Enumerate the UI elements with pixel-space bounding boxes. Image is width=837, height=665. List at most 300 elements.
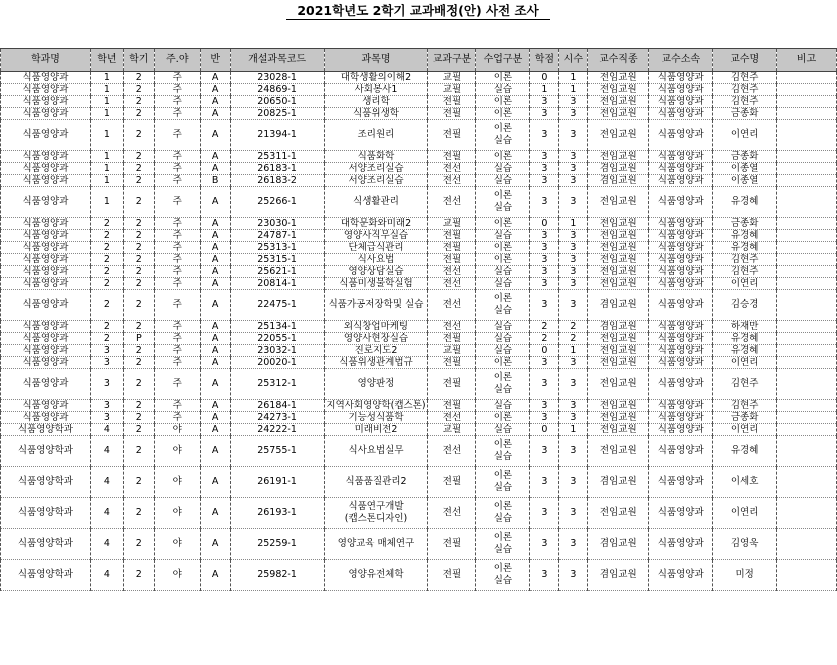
table-cell[interactable]: 식품영양과 — [649, 412, 713, 424]
table-cell[interactable]: 3 — [530, 357, 559, 369]
table-cell[interactable]: 겸임교원 — [588, 163, 649, 175]
table-cell[interactable]: 이론 실습 — [476, 560, 530, 591]
table-cell[interactable]: 3 — [530, 400, 559, 412]
table-cell[interactable]: 외식창업마케팅 — [324, 321, 428, 333]
table-cell[interactable]: 식품영양과 — [649, 400, 713, 412]
table-cell[interactable]: 25134-1 — [230, 321, 324, 333]
table-cell[interactable]: 겸임교원 — [588, 321, 649, 333]
table-cell[interactable]: 주 — [154, 230, 200, 242]
table-cell[interactable]: 전선 — [428, 278, 476, 290]
table-cell[interactable]: 전임교원 — [588, 96, 649, 108]
table-cell[interactable]: 3 — [559, 412, 588, 424]
table-cell[interactable]: 3 — [559, 96, 588, 108]
table-cell[interactable]: 전필 — [428, 333, 476, 345]
table-cell[interactable]: 전필 — [428, 369, 476, 400]
table-cell[interactable]: 식품영양과 — [1, 96, 91, 108]
table-cell[interactable]: 3 — [530, 498, 559, 529]
table-cell[interactable]: A — [200, 278, 230, 290]
table-cell[interactable]: 이론 — [476, 151, 530, 163]
table-cell[interactable]: 3 — [559, 230, 588, 242]
table-cell[interactable]: 전임교원 — [588, 333, 649, 345]
table-cell[interactable]: 주 — [154, 242, 200, 254]
table-cell[interactable]: 1 — [559, 345, 588, 357]
col-header[interactable]: 수업구분 — [476, 49, 530, 72]
table-cell[interactable]: 전필 — [428, 529, 476, 560]
table-cell[interactable]: A — [200, 424, 230, 436]
table-cell[interactable]: 식품영양과 — [649, 218, 713, 230]
table-cell[interactable]: 3 — [530, 560, 559, 591]
table-cell[interactable]: 식품영양과 — [649, 498, 713, 529]
table-cell[interactable]: 전임교원 — [588, 424, 649, 436]
table-cell[interactable] — [777, 321, 837, 333]
table-cell[interactable]: 2 — [123, 529, 154, 560]
table-cell[interactable]: 식품영양과 — [1, 151, 91, 163]
table-cell[interactable]: 이론 실습 — [476, 529, 530, 560]
table-cell[interactable]: 2 — [90, 290, 123, 321]
table-cell[interactable]: 교필 — [428, 345, 476, 357]
table-cell[interactable]: A — [200, 242, 230, 254]
table-cell[interactable]: 유경혜 — [713, 242, 777, 254]
table-cell[interactable]: 1 — [559, 424, 588, 436]
table-cell[interactable]: 2 — [90, 218, 123, 230]
table-cell[interactable]: 0 — [530, 424, 559, 436]
table-cell[interactable] — [777, 163, 837, 175]
table-cell[interactable]: 전필 — [428, 96, 476, 108]
table-cell[interactable]: 겸임교원 — [588, 560, 649, 591]
table-cell[interactable]: 생리학 — [324, 96, 428, 108]
table-cell[interactable]: 이종열 — [713, 163, 777, 175]
table-cell[interactable]: 식품영양학과 — [1, 529, 91, 560]
table-cell[interactable]: 식사요법실무 — [324, 436, 428, 467]
table-cell[interactable]: 야 — [154, 498, 200, 529]
table-cell[interactable]: 3 — [559, 290, 588, 321]
table-cell[interactable]: 영양판정 — [324, 369, 428, 400]
table-cell[interactable]: 전임교원 — [588, 412, 649, 424]
table-cell[interactable]: 진로지도2 — [324, 345, 428, 357]
table-cell[interactable]: 전선 — [428, 412, 476, 424]
table-cell[interactable]: 1 — [559, 218, 588, 230]
table-cell[interactable]: 25315-1 — [230, 254, 324, 266]
table-cell[interactable] — [777, 120, 837, 151]
table-cell[interactable]: 식품영양과 — [649, 467, 713, 498]
table-cell[interactable]: 단체급식관리 — [324, 242, 428, 254]
table-cell[interactable]: 2 — [123, 266, 154, 278]
table-cell[interactable]: 3 — [559, 278, 588, 290]
table-cell[interactable]: 2 — [123, 369, 154, 400]
table-cell[interactable]: 식품영양학과 — [1, 498, 91, 529]
table-cell[interactable]: A — [200, 290, 230, 321]
table-cell[interactable]: A — [200, 230, 230, 242]
table-cell[interactable]: 식품영양과 — [1, 369, 91, 400]
table-cell[interactable]: 3 — [530, 369, 559, 400]
table-cell[interactable]: 이론 실습 — [476, 120, 530, 151]
table-cell[interactable]: 식품영양과 — [1, 230, 91, 242]
table-cell[interactable]: 전임교원 — [588, 345, 649, 357]
table-cell[interactable]: 식품영양과 — [1, 333, 91, 345]
table-cell[interactable]: A — [200, 163, 230, 175]
table-cell[interactable]: 식품영양학과 — [1, 424, 91, 436]
table-cell[interactable]: 식품화학 — [324, 151, 428, 163]
table-cell[interactable]: 26183-2 — [230, 175, 324, 187]
table-cell[interactable]: 2 — [123, 108, 154, 120]
table-cell[interactable]: 주 — [154, 108, 200, 120]
table-cell[interactable]: 전필 — [428, 357, 476, 369]
table-cell[interactable]: 22475-1 — [230, 290, 324, 321]
table-cell[interactable]: A — [200, 369, 230, 400]
table-cell[interactable]: 전임교원 — [588, 218, 649, 230]
table-cell[interactable]: A — [200, 498, 230, 529]
table-cell[interactable]: 전필 — [428, 560, 476, 591]
table-cell[interactable]: 전임교원 — [588, 187, 649, 218]
col-header[interactable]: 교수소속 — [649, 49, 713, 72]
table-cell[interactable]: 식품영양과 — [649, 108, 713, 120]
table-cell[interactable]: 이론 실습 — [476, 467, 530, 498]
table-cell[interactable]: A — [200, 218, 230, 230]
table-cell[interactable]: 3 — [559, 369, 588, 400]
table-cell[interactable]: 유경혜 — [713, 230, 777, 242]
table-cell[interactable]: 3 — [559, 163, 588, 175]
table-cell[interactable]: 주 — [154, 357, 200, 369]
table-cell[interactable]: 3 — [530, 175, 559, 187]
table-cell[interactable]: 3 — [90, 357, 123, 369]
table-cell[interactable]: 주 — [154, 151, 200, 163]
table-cell[interactable]: 2 — [123, 290, 154, 321]
table-cell[interactable]: 교필 — [428, 84, 476, 96]
table-cell[interactable]: 김현주 — [713, 84, 777, 96]
table-cell[interactable]: 이론 — [476, 254, 530, 266]
table-cell[interactable]: 26191-1 — [230, 467, 324, 498]
table-cell[interactable]: 전임교원 — [588, 369, 649, 400]
table-cell[interactable]: 1 — [90, 151, 123, 163]
table-cell[interactable]: 주 — [154, 96, 200, 108]
table-cell[interactable]: 식품영양과 — [649, 424, 713, 436]
table-cell[interactable]: 유경혜 — [713, 436, 777, 467]
table-cell[interactable]: 식품영양학과 — [1, 467, 91, 498]
table-cell[interactable]: 이론 실습 — [476, 290, 530, 321]
table-cell[interactable]: 25312-1 — [230, 369, 324, 400]
table-cell[interactable] — [777, 369, 837, 400]
table-cell[interactable]: 실습 — [476, 266, 530, 278]
table-cell[interactable]: 실습 — [476, 278, 530, 290]
table-cell[interactable]: 0 — [530, 218, 559, 230]
table-cell[interactable]: 3 — [530, 108, 559, 120]
table-cell[interactable]: 겸임교원 — [588, 529, 649, 560]
table-cell[interactable]: 25313-1 — [230, 242, 324, 254]
table-cell[interactable]: 전임교원 — [588, 357, 649, 369]
table-cell[interactable]: 24869-1 — [230, 84, 324, 96]
table-cell[interactable]: 실습 — [476, 345, 530, 357]
table-cell[interactable]: 금종화 — [713, 412, 777, 424]
table-cell[interactable]: 2 — [90, 254, 123, 266]
table-cell[interactable]: 식품영양과 — [1, 72, 91, 84]
table-cell[interactable]: 이연리 — [713, 424, 777, 436]
table-cell[interactable]: 3 — [559, 400, 588, 412]
table-cell[interactable]: 이론 — [476, 108, 530, 120]
table-cell[interactable]: A — [200, 529, 230, 560]
table-cell[interactable] — [777, 108, 837, 120]
table-cell[interactable]: 전선 — [428, 175, 476, 187]
table-cell[interactable]: 조리원리 — [324, 120, 428, 151]
table-cell[interactable]: 2 — [123, 560, 154, 591]
table-cell[interactable]: 주 — [154, 84, 200, 96]
table-cell[interactable]: 전임교원 — [588, 84, 649, 96]
table-cell[interactable]: 서양조리실습 — [324, 175, 428, 187]
table-cell[interactable]: 식품영양과 — [649, 230, 713, 242]
table-cell[interactable]: 3 — [90, 369, 123, 400]
table-cell[interactable]: 2 — [123, 120, 154, 151]
table-cell[interactable]: 1 — [559, 84, 588, 96]
table-cell[interactable]: 전임교원 — [588, 72, 649, 84]
table-cell[interactable]: 식품영양과 — [649, 369, 713, 400]
table-cell[interactable]: 1 — [90, 96, 123, 108]
table-cell[interactable]: P — [123, 333, 154, 345]
table-cell[interactable]: 2 — [123, 400, 154, 412]
table-cell[interactable] — [777, 84, 837, 96]
table-cell[interactable]: 야 — [154, 529, 200, 560]
table-cell[interactable]: 24787-1 — [230, 230, 324, 242]
table-cell[interactable]: 전필 — [428, 120, 476, 151]
table-cell[interactable]: 대학생활의이해2 — [324, 72, 428, 84]
table-cell[interactable]: 이론 — [476, 357, 530, 369]
table-cell[interactable]: 식품영양과 — [649, 290, 713, 321]
table-cell[interactable]: 이론 — [476, 242, 530, 254]
table-cell[interactable]: 김영욱 — [713, 529, 777, 560]
table-cell[interactable]: 3 — [559, 266, 588, 278]
table-cell[interactable]: 유경혜 — [713, 187, 777, 218]
table-cell[interactable]: 식품영양학과 — [1, 436, 91, 467]
table-cell[interactable]: 식품영양과 — [649, 120, 713, 151]
table-cell[interactable]: 지역사회영양학(캡스톤) — [324, 400, 428, 412]
table-cell[interactable]: A — [200, 108, 230, 120]
table-cell[interactable]: 전필 — [428, 467, 476, 498]
table-cell[interactable] — [777, 529, 837, 560]
table-cell[interactable]: 23028-1 — [230, 72, 324, 84]
table-cell[interactable]: 3 — [559, 175, 588, 187]
table-cell[interactable]: A — [200, 400, 230, 412]
table-cell[interactable] — [777, 187, 837, 218]
table-cell[interactable]: 25982-1 — [230, 560, 324, 591]
table-cell[interactable]: 식품영양과 — [649, 529, 713, 560]
table-cell[interactable]: 21394-1 — [230, 120, 324, 151]
table-cell[interactable]: 전필 — [428, 108, 476, 120]
table-cell[interactable]: A — [200, 560, 230, 591]
table-cell[interactable]: 주 — [154, 72, 200, 84]
table-cell[interactable]: 주 — [154, 120, 200, 151]
table-cell[interactable]: 식품영양과 — [649, 175, 713, 187]
table-cell[interactable]: 식품영양과 — [649, 333, 713, 345]
table-cell[interactable]: 3 — [530, 412, 559, 424]
table-cell[interactable]: 3 — [559, 254, 588, 266]
table-cell[interactable]: 식사요법 — [324, 254, 428, 266]
table-cell[interactable]: 식품영양과 — [649, 72, 713, 84]
table-cell[interactable]: 1 — [90, 120, 123, 151]
table-cell[interactable]: 주 — [154, 400, 200, 412]
table-cell[interactable]: 3 — [530, 230, 559, 242]
table-cell[interactable]: 2 — [123, 278, 154, 290]
table-cell[interactable]: 전필 — [428, 242, 476, 254]
table-cell[interactable]: 2 — [123, 175, 154, 187]
table-cell[interactable]: 미정 — [713, 560, 777, 591]
table-cell[interactable]: A — [200, 72, 230, 84]
table-cell[interactable]: 1 — [559, 72, 588, 84]
table-cell[interactable]: 식품영양과 — [1, 345, 91, 357]
table-cell[interactable]: 이론 실습 — [476, 436, 530, 467]
col-header[interactable]: 과목명 — [324, 49, 428, 72]
table-cell[interactable]: 2 — [90, 321, 123, 333]
table-cell[interactable]: 식품영양과 — [649, 254, 713, 266]
col-header[interactable]: 개설과목코드 — [230, 49, 324, 72]
table-cell[interactable]: 3 — [559, 108, 588, 120]
table-cell[interactable] — [777, 278, 837, 290]
table-cell[interactable] — [777, 254, 837, 266]
table-cell[interactable]: 3 — [559, 529, 588, 560]
table-cell[interactable]: 3 — [559, 120, 588, 151]
table-cell[interactable] — [777, 242, 837, 254]
table-cell[interactable]: 22055-1 — [230, 333, 324, 345]
table-cell[interactable]: 4 — [90, 467, 123, 498]
table-cell[interactable] — [777, 498, 837, 529]
table-cell[interactable]: 식품영양과 — [649, 96, 713, 108]
table-cell[interactable]: 이연리 — [713, 278, 777, 290]
table-cell[interactable]: 식품영양과 — [1, 278, 91, 290]
table-cell[interactable]: 1 — [530, 84, 559, 96]
table-cell[interactable]: 0 — [530, 345, 559, 357]
table-cell[interactable]: 김현주 — [713, 369, 777, 400]
table-cell[interactable]: 식생활관리 — [324, 187, 428, 218]
table-cell[interactable]: 식품영양과 — [649, 84, 713, 96]
table-cell[interactable]: 주 — [154, 266, 200, 278]
table-cell[interactable]: 식품영양과 — [1, 254, 91, 266]
table-cell[interactable] — [777, 424, 837, 436]
table-cell[interactable]: A — [200, 96, 230, 108]
table-cell[interactable]: 대학문화와미래2 — [324, 218, 428, 230]
table-cell[interactable]: 20020-1 — [230, 357, 324, 369]
table-cell[interactable]: 전임교원 — [588, 242, 649, 254]
table-cell[interactable]: 영양사현장실습 — [324, 333, 428, 345]
table-cell[interactable]: 식품위생학 — [324, 108, 428, 120]
table-cell[interactable]: 1 — [90, 175, 123, 187]
table-cell[interactable]: 식품위생관계법규 — [324, 357, 428, 369]
table-cell[interactable] — [777, 467, 837, 498]
table-cell[interactable]: 실습 — [476, 163, 530, 175]
table-cell[interactable]: 김현주 — [713, 400, 777, 412]
table-cell[interactable]: 26193-1 — [230, 498, 324, 529]
table-cell[interactable]: 식품영양과 — [1, 242, 91, 254]
table-cell[interactable]: 야 — [154, 436, 200, 467]
table-cell[interactable]: 교필 — [428, 218, 476, 230]
table-cell[interactable] — [777, 560, 837, 591]
table-cell[interactable]: 식품영양과 — [1, 187, 91, 218]
table-cell[interactable]: 식품영양과 — [1, 290, 91, 321]
table-cell[interactable]: 3 — [559, 467, 588, 498]
table-cell[interactable]: 2 — [123, 345, 154, 357]
table-cell[interactable]: 식품영양과 — [1, 400, 91, 412]
table-cell[interactable]: A — [200, 345, 230, 357]
table-cell[interactable]: 3 — [559, 560, 588, 591]
table-cell[interactable]: 겸임교원 — [588, 290, 649, 321]
table-cell[interactable]: 3 — [530, 436, 559, 467]
table-cell[interactable]: 20814-1 — [230, 278, 324, 290]
table-cell[interactable]: 전임교원 — [588, 400, 649, 412]
table-cell[interactable]: 전임교원 — [588, 151, 649, 163]
table-cell[interactable]: 주 — [154, 290, 200, 321]
table-cell[interactable]: A — [200, 187, 230, 218]
table-cell[interactable]: 이론 — [476, 96, 530, 108]
table-cell[interactable]: 2 — [90, 230, 123, 242]
table-cell[interactable]: 영양교육 매체연구 — [324, 529, 428, 560]
table-cell[interactable]: 식품영양과 — [649, 560, 713, 591]
table-cell[interactable]: 26184-1 — [230, 400, 324, 412]
table-cell[interactable]: 3 — [530, 290, 559, 321]
table-cell[interactable]: 20650-1 — [230, 96, 324, 108]
table-cell[interactable]: 3 — [530, 467, 559, 498]
table-cell[interactable]: 주 — [154, 187, 200, 218]
table-cell[interactable]: 1 — [90, 84, 123, 96]
table-cell[interactable]: 영양상담실습 — [324, 266, 428, 278]
col-header[interactable]: 학점 — [530, 49, 559, 72]
table-cell[interactable]: 3 — [530, 120, 559, 151]
table-cell[interactable]: A — [200, 321, 230, 333]
table-cell[interactable]: 2 — [123, 357, 154, 369]
table-cell[interactable] — [777, 230, 837, 242]
table-cell[interactable] — [777, 175, 837, 187]
table-cell[interactable]: 2 — [90, 278, 123, 290]
table-cell[interactable]: 주 — [154, 345, 200, 357]
table-cell[interactable]: 식품영양과 — [1, 412, 91, 424]
table-cell[interactable]: 실습 — [476, 400, 530, 412]
table-cell[interactable] — [777, 218, 837, 230]
table-cell[interactable]: A — [200, 254, 230, 266]
table-cell[interactable]: 이연리 — [713, 120, 777, 151]
table-cell[interactable]: 전임교원 — [588, 498, 649, 529]
table-cell[interactable]: 김현주 — [713, 72, 777, 84]
table-cell[interactable]: A — [200, 467, 230, 498]
table-cell[interactable] — [777, 357, 837, 369]
table-cell[interactable]: 3 — [530, 163, 559, 175]
table-cell[interactable]: 사회봉사1 — [324, 84, 428, 96]
table-cell[interactable]: A — [200, 84, 230, 96]
table-cell[interactable]: 주 — [154, 412, 200, 424]
table-cell[interactable]: 김현주 — [713, 254, 777, 266]
table-cell[interactable]: 이론 실습 — [476, 498, 530, 529]
table-cell[interactable]: 2 — [123, 436, 154, 467]
table-cell[interactable]: A — [200, 266, 230, 278]
table-cell[interactable]: 0 — [530, 72, 559, 84]
table-cell[interactable] — [777, 72, 837, 84]
table-cell[interactable]: 주 — [154, 278, 200, 290]
table-cell[interactable]: 전선 — [428, 290, 476, 321]
table-cell[interactable]: 전임교원 — [588, 278, 649, 290]
table-cell[interactable]: 김승경 — [713, 290, 777, 321]
table-cell[interactable]: A — [200, 151, 230, 163]
table-cell[interactable]: 주 — [154, 218, 200, 230]
table-cell[interactable]: 식품영양과 — [1, 175, 91, 187]
table-cell[interactable]: 23030-1 — [230, 218, 324, 230]
table-cell[interactable]: 식품영양과 — [649, 278, 713, 290]
table-cell[interactable]: 전선 — [428, 266, 476, 278]
table-cell[interactable]: 주 — [154, 333, 200, 345]
table-cell[interactable]: 2 — [123, 254, 154, 266]
table-cell[interactable]: 3 — [559, 436, 588, 467]
table-cell[interactable]: 1 — [90, 108, 123, 120]
table-cell[interactable]: 식품영양과 — [649, 151, 713, 163]
table-cell[interactable]: 이론 — [476, 72, 530, 84]
table-cell[interactable]: 주 — [154, 321, 200, 333]
table-cell[interactable]: 1 — [90, 72, 123, 84]
col-header[interactable]: 교수직종 — [588, 49, 649, 72]
table-cell[interactable]: 식품영양과 — [1, 218, 91, 230]
table-cell[interactable]: A — [200, 412, 230, 424]
